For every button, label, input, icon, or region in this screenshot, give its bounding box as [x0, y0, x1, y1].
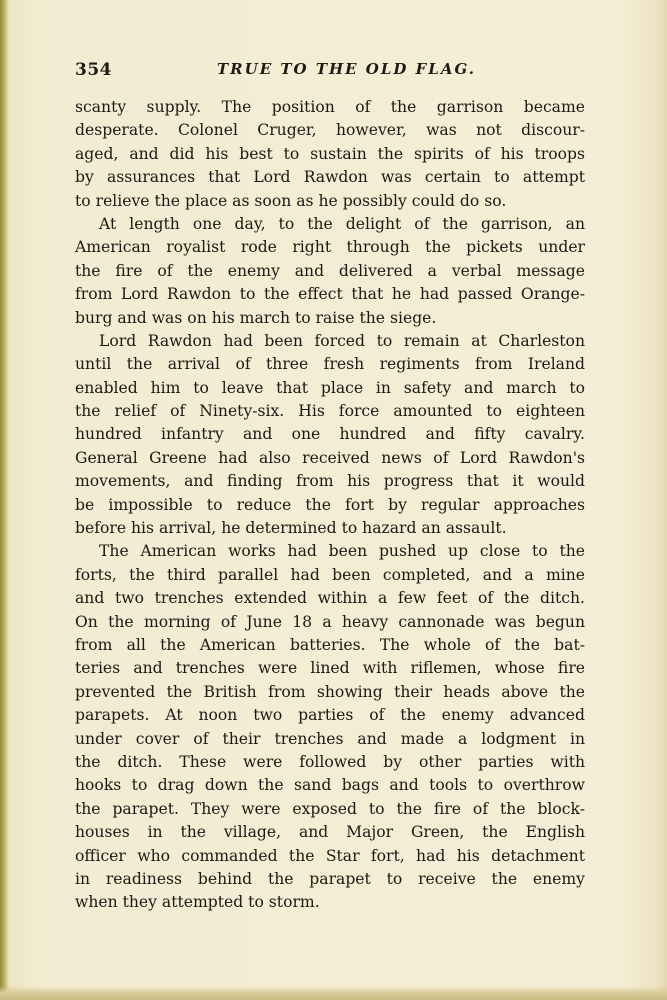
- text-line: before his arrival, he determined to hazard an assault.: [75, 519, 507, 538]
- text-line: be impossible to reduce the fort by regular approaches: [75, 495, 585, 514]
- text-line: At length one day, to the delight of the garrison, an: [99, 214, 585, 233]
- text-line: burg and was on his march to raise the siege.: [75, 308, 437, 327]
- text-line: from Lord Rawdon to the effect that he had passed Orange-: [75, 285, 585, 304]
- text-line: from all the American batteries. The whole of the bat-: [75, 635, 585, 654]
- text-line: hundred infantry and one hundred and fifty cavalry.: [75, 425, 585, 444]
- text-line: by assurances that Lord Rawdon was certain to attempt: [75, 168, 585, 187]
- text-line: movements, and finding from his progress that it would: [75, 472, 585, 491]
- text-line: the parapet. They were exposed to the fire of the block-: [75, 799, 585, 818]
- text-line: Lord Rawdon had been forced to remain at Charleston: [99, 331, 585, 350]
- text-line: officer who commanded the Star fort, had his detachment: [75, 846, 585, 865]
- text-line: houses in the village, and Major Green, the English: [75, 823, 585, 842]
- text-line: General Greene had also received news of Lord Rawdon's: [75, 448, 585, 467]
- page-number: 354: [75, 60, 112, 80]
- text-line: under cover of their trenches and made a lodgment in: [75, 729, 585, 748]
- body-text: [75, 96, 585, 915]
- text-line: American royalist rode right through the pickets under: [75, 238, 585, 257]
- text-line: aged, and did his best to sustain the spirits of his troops: [75, 144, 585, 163]
- text-line: prevented the British from showing their heads above the: [75, 682, 585, 701]
- text-line: teries and trenches were lined with riflemen, whose fire: [75, 659, 585, 678]
- text-line: parapets. At noon two parties of the enemy advanced: [75, 706, 585, 725]
- page-bottom-edge: [0, 986, 667, 1000]
- text-line: the relief of Ninety-six. His force amounted to eighteen: [75, 402, 585, 421]
- text-line: scanty supply. The position of the garrison became: [75, 98, 585, 116]
- text-line: forts, the third parallel had been completed, and a mine: [75, 565, 585, 584]
- text-line: the ditch. These were followed by other parties with: [75, 752, 585, 771]
- text-line: On the morning of June 18 a heavy cannonade was begun: [75, 612, 585, 631]
- page-header: [75, 60, 585, 88]
- text-line: desperate. Colonel Cruger, however, was not discour-: [75, 121, 585, 140]
- text-line: the fire of the enemy and delivered a verbal message: [75, 261, 585, 280]
- text-line: in readiness behind the parapet to receive the enemy: [75, 869, 585, 888]
- text-line: hooks to drag down the sand bags and tools to overthrow: [75, 776, 585, 795]
- text-line: to relieve the place as soon as he possibly could do so.: [75, 191, 507, 210]
- text-line: enabled him to leave that place in safety and march to: [75, 378, 585, 397]
- text-line: when they attempted to storm.: [75, 893, 320, 912]
- text-line: The American works had been pushed up close to the: [99, 542, 585, 561]
- running-title: TRUE TO THE OLD FLAG.: [217, 60, 476, 78]
- page-spine-edge: [0, 0, 9, 1000]
- text-line: until the arrival of three fresh regiments from Ireland: [75, 355, 585, 374]
- text-line: and two trenches extended within a few feet of the ditch.: [75, 589, 585, 608]
